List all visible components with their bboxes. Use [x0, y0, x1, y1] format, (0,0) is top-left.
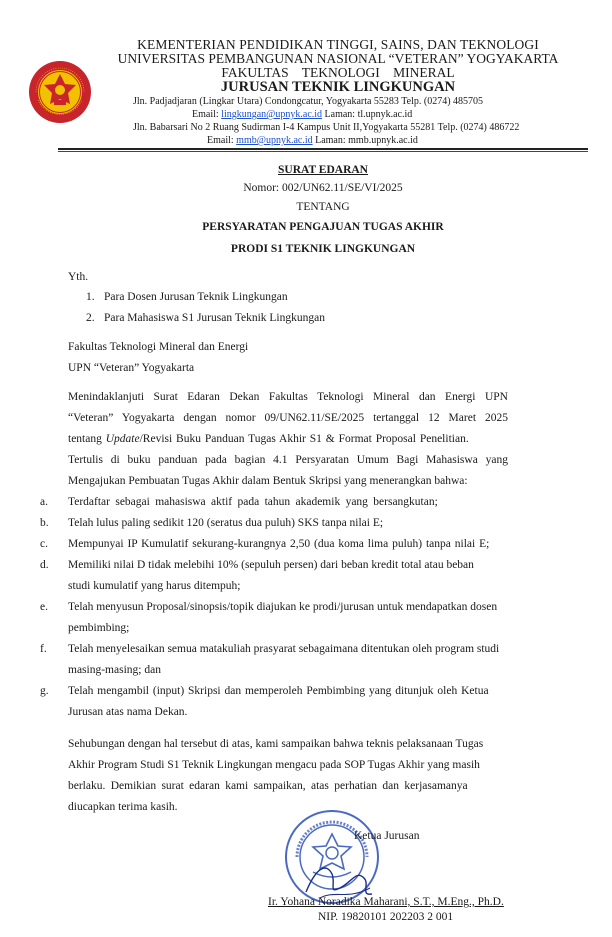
email-link-mmb[interactable]: mmb@upnyk.ac.id — [236, 135, 313, 146]
faculty-address: Fakultas Teknologi Mineral dan Energi — [68, 341, 249, 353]
salutation: Yth. — [68, 271, 89, 283]
university-address: UPN “Veteran” Yogyakarta — [68, 362, 195, 374]
requirement-f-label: f. — [40, 643, 47, 655]
intro-line-1: Menindaklanjuti Surat Edaran Dekan Fakultas Teknologi Mineral dan Energi UPN — [68, 391, 508, 403]
contact-line-2 — [207, 136, 418, 146]
requirement-e-label: e. — [40, 601, 48, 613]
recipient-1: Para Dosen Jurusan Teknik Lingkungan — [104, 291, 288, 303]
closing-line-4: diucapkan terima kasih. — [68, 801, 178, 813]
requirement-g-line-1: Telah mengambil (input) Skripsi dan memperoleh Pembimbing yang ditunjuk oleh Ketua — [68, 685, 489, 697]
email-link-department[interactable]: lingkungan@upnyk.ac.id — [221, 109, 323, 120]
intro-line-2: “Veteran” Yogyakarta dengan nomor 09/UN62.11/SE/2025 tertanggal 12 Maret 2025 — [68, 412, 508, 424]
email-label: Email: — [207, 135, 234, 146]
website-mmb: Laman: mmb.upnyk.ac.id — [315, 135, 418, 146]
requirement-f-line-1: Telah menyelesaikan semua matakuliah prasyarat sebagaimana ditentukan oleh program studi — [68, 643, 500, 655]
email-label: Email: — [192, 109, 219, 120]
university-name: UNIVERSITAS PEMBANGUNAN NASIONAL “VETERAN” YOGYAKARTA — [117, 51, 559, 66]
address-campus-1: Jln. Padjadjaran (Lingkar Utara) Condongcatur, Yogyakarta 55283 Telp. (0274) 485705 — [133, 96, 484, 107]
address-campus-2: Jln. Babarsari No 2 Ruang Sudirman I-4 Kampus Unit II,Yogyakarta 55281 Telp. (0274) 486722 — [133, 122, 520, 133]
requirement-c-label: c. — [40, 538, 48, 550]
signatory-name: Ir. Yohana Noradika Maharani, S.T., M.Eng., Ph.D. — [268, 896, 504, 908]
requirement-g-line-2: Jurusan atas nama Dekan. — [68, 706, 188, 718]
requirement-b-label: b. — [40, 517, 49, 529]
requirement-b: Telah lulus paling sedikit 120 (seratus dua puluh) SKS tanpa nilai E; — [68, 517, 384, 529]
closing-line-2: Akhir Program Studi S1 Teknik Lingkungan mengacu pada SOP Tugas Akhir yang masih — [68, 759, 480, 771]
intro-line-5: Mengajukan Pembuatan Tugas Akhir dalam Bentuk Skripsi yang menerangkan bahwa: — [68, 475, 468, 487]
requirement-d-label: d. — [40, 559, 49, 571]
requirement-g-label: g. — [40, 685, 49, 697]
intro-tentang: tentang — [68, 433, 102, 445]
recipient-1-number: 1. — [86, 291, 95, 303]
contact-line-1 — [192, 110, 412, 120]
recipient-2: Para Mahasiswa S1 Jurusan Teknik Lingkungan — [104, 312, 325, 324]
subject-line-2: PRODI S1 TEKNIK LINGKUNGAN — [230, 243, 416, 255]
letter-number: Nomor: 002/UN62.11/SE/VI/2025 — [243, 182, 403, 194]
intro-revision: /Revisi Buku Panduan Tugas Akhir S1 & Format Proposal Penelitian. — [139, 433, 469, 445]
requirement-a: Terdaftar sebagai mahasiswa aktif pada tahun akademik yang bersangkutan; — [68, 496, 438, 508]
recipient-2-number: 2. — [86, 312, 95, 324]
department-name: JURUSAN TEKNIK LINGKUNGAN — [220, 79, 456, 95]
requirement-a-label: a. — [40, 496, 48, 508]
requirement-e-line-1: Telah menyusun Proposal/sinopsis/topik diajukan ke prodi/jurusan untuk mendapatkan dosen — [68, 601, 498, 613]
intro-line-4: Tertulis di buku panduan pada bagian 4.1 Persyaratan Umum Bagi Mahasiswa yang — [68, 454, 508, 466]
intro-update-word: Update — [105, 433, 140, 445]
requirement-c: Mempunyai IP Kumulatif sekurang-kurangnya 2,50 (dua koma lima puluh) tanpa nilai E; — [68, 538, 490, 550]
signatory-nip: NIP. 19820101 202203 2 001 — [318, 911, 454, 923]
requirement-d-line-1: Memiliki nilai D tidak melebihi 10% (sepuluh persen) dari beban kredit total atau beban — [68, 559, 474, 571]
header-divider — [58, 148, 588, 150]
requirement-f-line-2: masing-masing; dan — [68, 664, 161, 676]
requirement-e-line-2: pembimbing; — [68, 622, 130, 634]
signatory-title: Ketua Jurusan — [354, 830, 420, 842]
closing-line-3: berlaku. Demikian surat edaran kami sampaikan, atas perhatian dan kerjasamanya — [68, 780, 468, 792]
requirement-d-line-2: studi kumulatif yang harus ditempuh; — [68, 580, 241, 592]
letter-type: SURAT EDARAN — [278, 164, 368, 176]
intro-line-3 — [68, 433, 469, 445]
ministry-name: KEMENTERIAN PENDIDIKAN TINGGI, SAINS, DAN TEKNOLOGI — [137, 37, 539, 52]
website-department: Laman: tl.upnyk.ac.id — [324, 109, 413, 120]
header-divider-thin — [58, 151, 588, 152]
faculty-name: FAKULTAS TEKNOLOGI MINERAL — [221, 65, 455, 80]
closing-line-1: Sehubungan dengan hal tersebut di atas, kami sampaikan bahwa teknis pelaksanaan Tugas — [68, 738, 484, 750]
subject-line-1: PERSYARATAN PENGAJUAN TUGAS AKHIR — [202, 221, 444, 233]
letter-about: TENTANG — [296, 201, 350, 213]
